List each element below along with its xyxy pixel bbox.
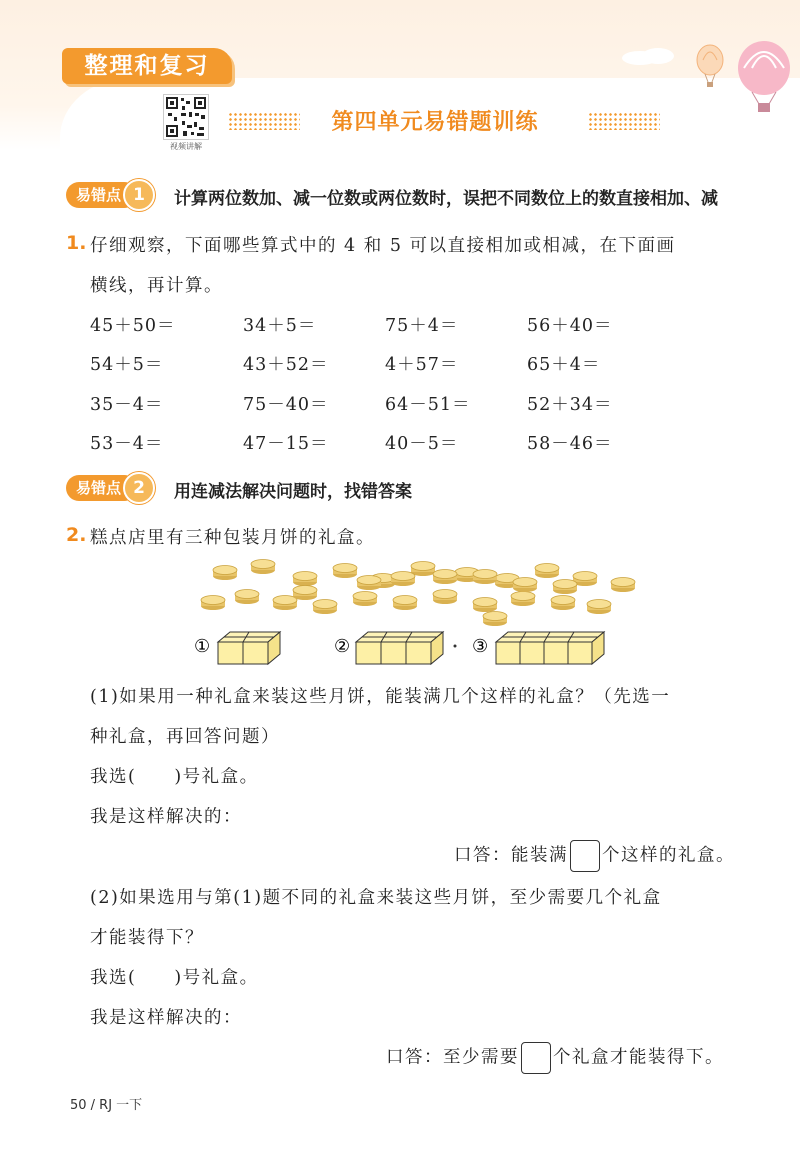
equation[interactable]: 4＋57＝ bbox=[385, 355, 459, 375]
question-2-number: 2. bbox=[66, 524, 87, 546]
question-2-intro: 糕点店里有三种包装月饼的礼盒。 bbox=[90, 528, 375, 548]
mooncake bbox=[313, 600, 337, 615]
mooncake bbox=[333, 564, 357, 579]
mooncake bbox=[251, 560, 275, 575]
part-2-choice[interactable]: 我选( )号礼盒。 bbox=[90, 968, 259, 988]
box-3-label: ③ bbox=[472, 636, 489, 657]
equation[interactable]: 40－5＝ bbox=[385, 434, 459, 454]
mooncake bbox=[535, 564, 559, 579]
part-1-choice[interactable]: 我选( )号礼盒。 bbox=[90, 767, 259, 787]
box-2-label: ② bbox=[334, 636, 351, 657]
error-point-label: 易错点 bbox=[66, 475, 137, 501]
answer-prefix: 口答：能装满 bbox=[454, 845, 568, 866]
equation[interactable]: 52＋34＝ bbox=[527, 395, 613, 415]
mooncake bbox=[293, 572, 317, 587]
part-1-line-1: (1)如果用一种礼盒来装这些月饼，能装满几个这样的礼盒？（先选一 bbox=[90, 687, 671, 707]
part-2-solve: 我是这样解决的： bbox=[90, 1008, 242, 1028]
mooncake bbox=[553, 580, 577, 595]
mooncake bbox=[551, 596, 575, 611]
equation[interactable]: 47－15＝ bbox=[243, 434, 329, 454]
equation[interactable]: 45＋50＝ bbox=[90, 316, 176, 336]
error-point-number: 2 bbox=[123, 472, 155, 504]
equation[interactable]: 65＋4＝ bbox=[527, 355, 601, 375]
dot-mark bbox=[454, 645, 457, 648]
mooncake bbox=[611, 578, 635, 593]
answer-suffix: 个这样的礼盒。 bbox=[602, 845, 735, 866]
mooncake bbox=[433, 590, 457, 605]
part-1-line-2: 种礼盒，再回答问题） bbox=[90, 727, 280, 747]
mooncake bbox=[473, 598, 497, 613]
mooncake bbox=[235, 590, 259, 605]
mooncake bbox=[411, 562, 435, 577]
equation[interactable]: 43＋52＝ bbox=[243, 355, 329, 375]
error-point-1-badge bbox=[66, 181, 155, 209]
mooncake bbox=[353, 592, 377, 607]
gift-box-3 bbox=[496, 632, 604, 664]
title-dots-right bbox=[588, 112, 660, 130]
mooncake bbox=[393, 596, 417, 611]
mooncake bbox=[213, 566, 237, 581]
mooncake bbox=[391, 572, 415, 587]
equation[interactable]: 75＋4＝ bbox=[385, 316, 459, 336]
error-point-2-badge bbox=[66, 474, 155, 502]
equation[interactable]: 58－46＝ bbox=[527, 434, 613, 454]
answer-prefix: 口答：至少需要 bbox=[386, 1047, 519, 1068]
equation[interactable]: 54＋5＝ bbox=[90, 355, 164, 375]
title-dots-left bbox=[228, 112, 300, 130]
mooncake bbox=[357, 576, 381, 591]
error-point-label: 易错点 bbox=[66, 182, 137, 208]
small-balloon-icon bbox=[692, 44, 728, 90]
answer-suffix: 个礼盒才能装得下。 bbox=[553, 1047, 724, 1068]
equation[interactable]: 75－40＝ bbox=[243, 395, 329, 415]
cloud-icon bbox=[620, 46, 680, 66]
section-tag: 整理和复习 bbox=[62, 48, 232, 84]
equation[interactable]: 53－4＝ bbox=[90, 434, 164, 454]
equation[interactable]: 56＋40＝ bbox=[527, 316, 613, 336]
part-2-answer bbox=[386, 1042, 724, 1074]
mooncake bbox=[473, 570, 497, 585]
equation[interactable]: 34＋5＝ bbox=[243, 316, 317, 336]
box-1-label: ① bbox=[194, 636, 211, 657]
question-1-line-2: 横线，再计算。 bbox=[90, 276, 223, 296]
qr-label: 视频讲解 bbox=[170, 142, 202, 151]
gift-boxes-illustration bbox=[190, 626, 620, 666]
question-1-line-1: 仔细观察，下面哪些算式中的 4 和 5 可以直接相加或相减，在下面画 bbox=[90, 236, 676, 256]
question-1-number: 1. bbox=[66, 232, 87, 254]
large-balloon-icon bbox=[734, 40, 794, 116]
gift-box-1 bbox=[218, 632, 280, 664]
mooncake bbox=[293, 586, 317, 601]
error-point-number: 1 bbox=[123, 179, 155, 211]
part-2-line-1: (2)如果选用与第(1)题不同的礼盒来装这些月饼，至少需要几个礼盒 bbox=[90, 888, 662, 908]
mooncake bbox=[587, 600, 611, 615]
mooncake bbox=[483, 612, 507, 627]
mooncake bbox=[201, 596, 225, 611]
equation[interactable]: 64－51＝ bbox=[385, 395, 471, 415]
page-footer: 50 / RJ 一下 bbox=[70, 1098, 143, 1113]
unit-title: 第四单元易错题训练 bbox=[331, 110, 539, 135]
mooncake bbox=[433, 570, 457, 585]
answer-box[interactable] bbox=[570, 840, 600, 872]
error-point-1-text: 计算两位数加、减一位数或两位数时，误把不同数位上的数直接相加、减 bbox=[174, 189, 718, 209]
equation[interactable]: 35－4＝ bbox=[90, 395, 164, 415]
mooncake bbox=[273, 596, 297, 611]
mooncake bbox=[513, 578, 537, 593]
part-2-line-2: 才能装得下？ bbox=[90, 928, 204, 948]
mooncake bbox=[511, 592, 535, 607]
error-point-2-text: 用连减法解决问题时，找错答案 bbox=[174, 482, 412, 502]
part-1-solve: 我是这样解决的： bbox=[90, 807, 242, 827]
mooncakes-illustration bbox=[195, 556, 645, 626]
part-1-answer bbox=[454, 840, 735, 872]
qr-code-icon[interactable] bbox=[163, 94, 209, 140]
gift-box-2 bbox=[356, 632, 443, 664]
answer-box[interactable] bbox=[521, 1042, 551, 1074]
